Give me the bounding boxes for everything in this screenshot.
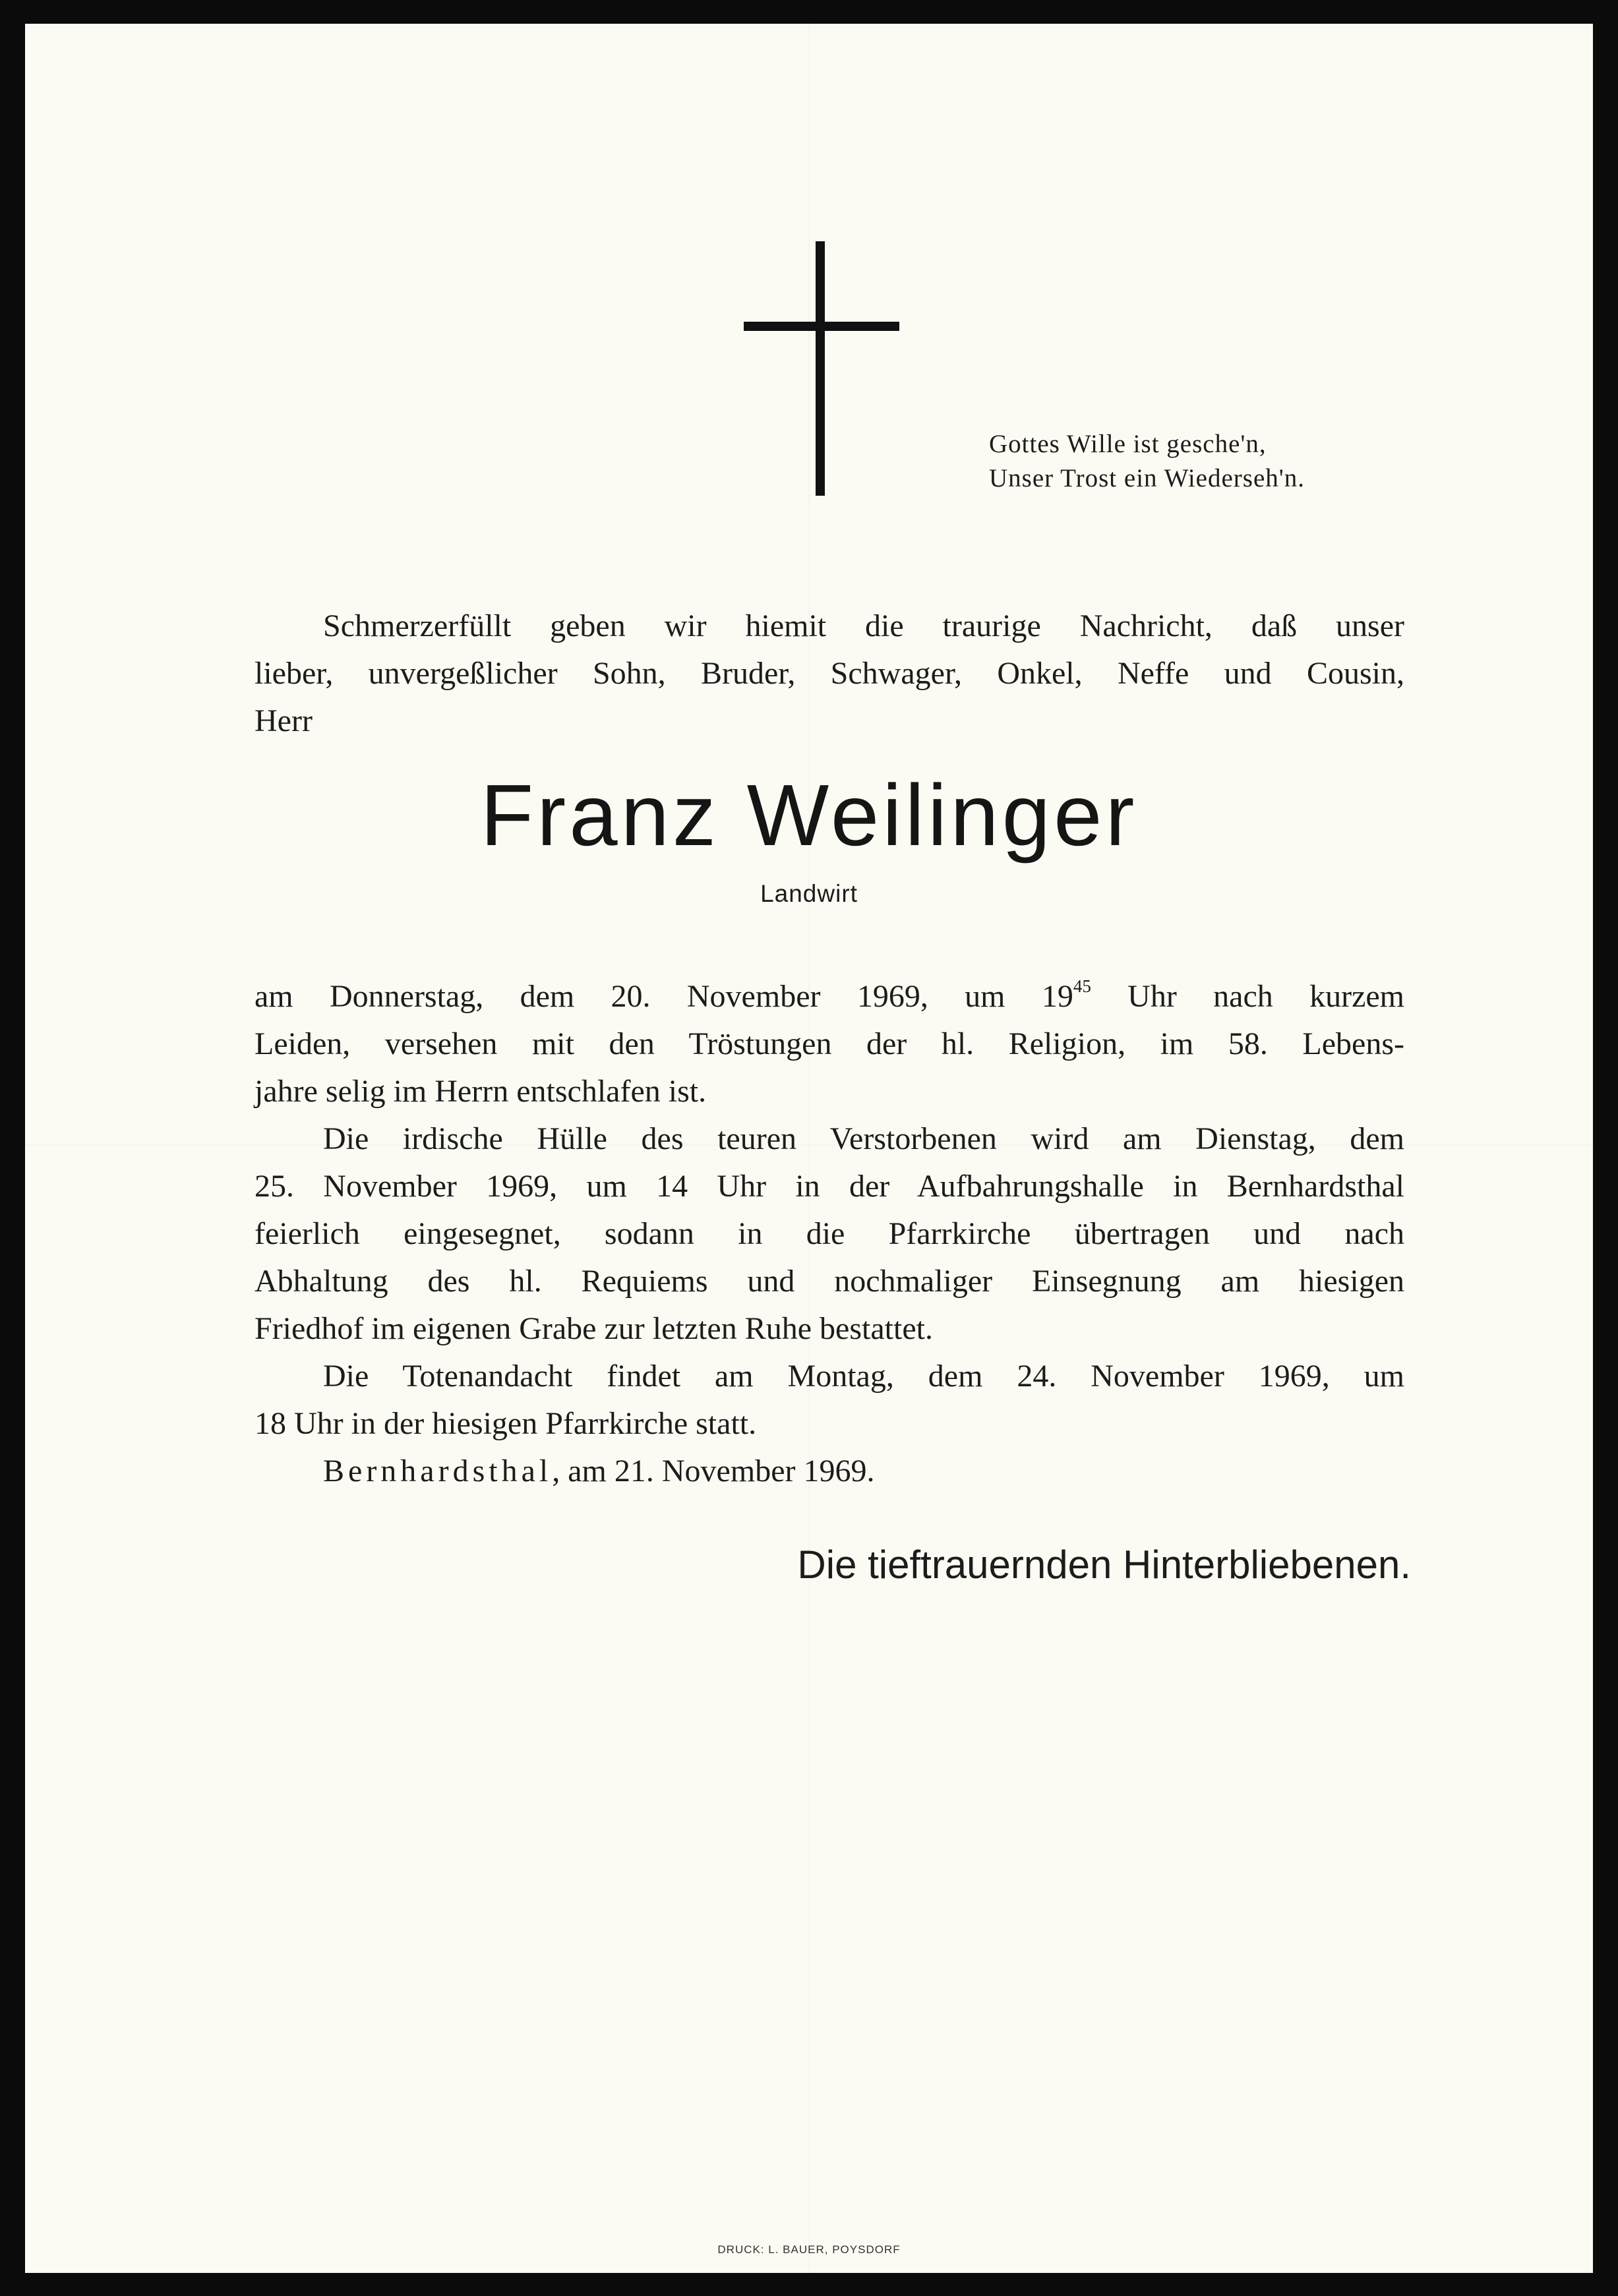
death-text: Uhr nach kurzem	[1091, 979, 1405, 1014]
funeral-line: Abhaltung des hl. Requiems und nochmaliger Einsegnung am hiesigen	[255, 1264, 1404, 1299]
death-line	[255, 973, 1404, 1020]
vigil-line: 18 Uhr in der hiesigen Pfarrkirche statt.	[255, 1406, 757, 1441]
funeral-line: feierlich eingesegnet, sodann in die Pfarrkirche übertragen und nach	[255, 1216, 1404, 1251]
intro-line: lieber, unvergeßlicher Sohn, Bruder, Schwager, Onkel, Neffe und Cousin,	[255, 656, 1404, 691]
dateline	[255, 1448, 1404, 1495]
closing-signature: Die tieftrauernden Hinterbliebenen.	[797, 1543, 1411, 1587]
motto-line: Unser Trost ein Wiederseh'n.	[989, 464, 1305, 492]
motto-line: Gottes Wille ist gesche'n,	[989, 430, 1267, 458]
vigil-line: Die Totenandacht findet am Montag, dem 24. November 1969, um	[323, 1359, 1404, 1394]
intro-line: Herr	[255, 703, 313, 738]
deceased-occupation: Landwirt	[760, 880, 858, 907]
dateline-date: , am 21. November 1969.	[552, 1454, 875, 1488]
time-minutes: 45	[1073, 976, 1091, 996]
death-line: Leiden, versehen mit den Tröstungen der hl. Religion, im 58. Lebens-	[255, 1026, 1404, 1061]
motto	[989, 427, 1305, 496]
funeral-line: Friedhof im eigenen Grabe zur letzten Ruhe bestattet.	[255, 1311, 933, 1346]
death-text: am Donnerstag, dem 20. November 1969, um 19	[255, 979, 1073, 1014]
funeral-line: Die irdische Hülle des teuren Verstorbenen wird am Dienstag, dem	[323, 1121, 1404, 1156]
announcement-body	[255, 973, 1404, 1495]
obituary-sheet	[25, 24, 1593, 2273]
dateline-place: Bernhardsthal	[323, 1454, 553, 1488]
death-line: jahre selig im Herrn entschlafen ist.	[255, 1074, 707, 1109]
cross-icon	[744, 241, 899, 496]
intro-paragraph	[255, 603, 1404, 745]
intro-line: Schmerzerfüllt geben wir hiemit die traurige Nachricht, daß unser	[323, 608, 1404, 643]
printer-imprint: DRUCK: L. BAUER, POYSDORF	[717, 2243, 901, 2256]
deceased-name: Franz Weilinger	[480, 767, 1138, 864]
funeral-line: 25. November 1969, um 14 Uhr in der Aufbahrungshalle in Bernhardsthal	[255, 1169, 1404, 1204]
